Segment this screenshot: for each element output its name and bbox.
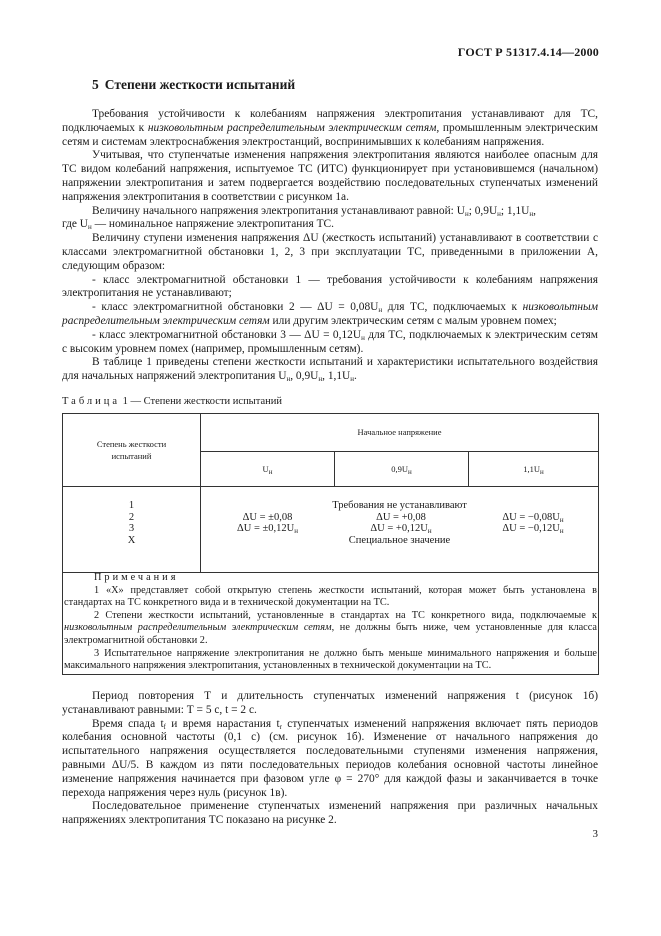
section-title: Степени жесткости испытаний bbox=[104, 77, 296, 92]
note-1: 1 «Х» представляет собой открытую степень жесткости испытаний, которая может быть установлена в стандартах на ТС конкретного вида и в технической документации на ТС. bbox=[64, 584, 597, 609]
col3-values: $\Delta U = -0,08U_н$ $\Delta U = -0,12U_н$ bbox=[502, 511, 564, 535]
paragraph-3: Величину начального напряжения электропитания устанавливают равной: $U_н$; $0,9U_н$; $1,1U_н$, bbox=[92, 204, 537, 218]
header-initial-voltage: Начальное напряжение bbox=[201, 414, 599, 452]
paragraph-7: Время спада $t_f$ и время нарастания $t_r$ ступенчатых изменений напряжения включает пять периодов колебания основной частоты (0,1 с) (см. рисунок 1б). Изменение от начального напряжения до испытательного напряжения осуществляется последовательными ступенями изменения напряжения, равными ΔU/5. В каждом из пяти последовательных периодов колебания основной частоты линейное изменение напряжения начинается при фазовом угле φ = 270° для каждой фазы и заканчивается в точке перехода напряжения через нуль (рисунок 1в). bbox=[62, 717, 599, 799]
paragraph-3-cont: где $U_н$ — номинальное напряжение электропитания ТС. bbox=[62, 218, 334, 232]
table-notes bbox=[62, 560, 599, 675]
section-heading bbox=[92, 77, 295, 93]
paragraph-5: В таблице 1 приведены степени жесткости испытаний и характеристики испытательного воздействия для начальных напряжений электропитания $U_н$, $0,9U_н$, $1,1U_н$. bbox=[62, 356, 598, 384]
page-number: 3 bbox=[592, 828, 598, 840]
severity-table bbox=[62, 413, 599, 573]
col2-values: ΔU = +0,08 $\Delta U = +0,12U_н$ bbox=[370, 511, 432, 535]
paragraph-1: Требования устойчивости к колебаниям напряжения электропитания устанавливают для ТС, подключаемых к низковольтным распределительным электрическим сетям, промышленным электрическим сетям и системам электроснабжения электростанций, воспринимывших к колебаниям напряжения. bbox=[62, 108, 598, 148]
col1-values: ΔU = ±0,08 $\Delta U = \pm 0,12U_н$ bbox=[237, 511, 298, 535]
paragraph-6: Период повторения Т и длительность ступенчатых изменений напряжения t (рисунок 1б) устанавливают равными: Т = 5 с, t = 2 с. bbox=[62, 690, 598, 716]
table-caption: Таблица 1 — Степени жесткости испытаний bbox=[62, 396, 282, 407]
header-0-9u: $0,9U_н$ bbox=[335, 451, 469, 487]
rowx-text: Специальное значение bbox=[348, 534, 451, 546]
class-2-item: - класс электромагнитной обстановки 2 — $\Delta U = 0,08U_н$ для ТС, подключаемых к низковольтным распределительным электрическим сетям или другим электрическим сетям с малым уровнем помех; bbox=[62, 301, 599, 327]
header-1-1u: $1,1U_н$ bbox=[469, 451, 599, 487]
body-text-top bbox=[62, 108, 598, 384]
note-3: 3 Испытательное напряжение электропитания не должно быть меньше минимального напряжения и больше максимального напряжения электропитания, установленных в технической документации на ТС. bbox=[64, 647, 597, 672]
body-text-bottom bbox=[62, 690, 598, 828]
document-header: ГОСТ Р 51317.4.14—2000 bbox=[457, 45, 599, 59]
note-2: 2 Степени жесткости испытаний, установленные в стандартах на ТС конкретного вида, подключаемые к низковольтным распределительным электрическим сетям, не должны быть ниже, чем установленные для класса электромагнитной обстановки 2. bbox=[64, 609, 597, 646]
header-severity-degree: Степень жесткости испытаний bbox=[63, 414, 201, 487]
header-u-nominal: $U_н$ bbox=[201, 451, 335, 487]
paragraph-8: Последовательное применение ступенчатых изменений напряжения при различных начальных напряжениях электропитания ТС показано на рисунке 2. bbox=[62, 800, 598, 827]
paragraph-2: Учитывая, что ступенчатые изменения напряжения электропитания являются наиболее опасным для ТС видом колебаний напряжения, испытуемое ТС (ИТС) функционирует при установившемся (начальном) напряжении электропитания и затем подвергается воздействию последовательных ступенчатых изменений напряжения электропитания в соответствии с рисунком 1а. bbox=[62, 149, 598, 203]
cell-degrees: 1 2 3 X bbox=[63, 487, 201, 573]
class-3-item: - класс электромагнитной обстановки 3 — $\Delta U = 0,12U_н$ для ТС, подключаемых к электрическим сетям с высоким уровнем помех (например, промышленным сетям). bbox=[62, 328, 598, 355]
section-number: 5 bbox=[92, 77, 99, 92]
class-1-item: - класс электромагнитной обстановки 1 — требования устойчивости к колебаниям напряжения электропитания не устанавливают; bbox=[62, 273, 598, 300]
paragraph-4: Величину ступени изменения напряжения ΔU (жесткость испытаний) устанавливают в соответствии с классами электромагнитной обстановки 1, 2, 3 при эксплуатации ТС, приведенными в приложении А, следующим образом: bbox=[62, 232, 598, 272]
row1-text: Требования не устанавливают bbox=[332, 500, 467, 511]
notes-title: Примечания bbox=[94, 572, 179, 583]
